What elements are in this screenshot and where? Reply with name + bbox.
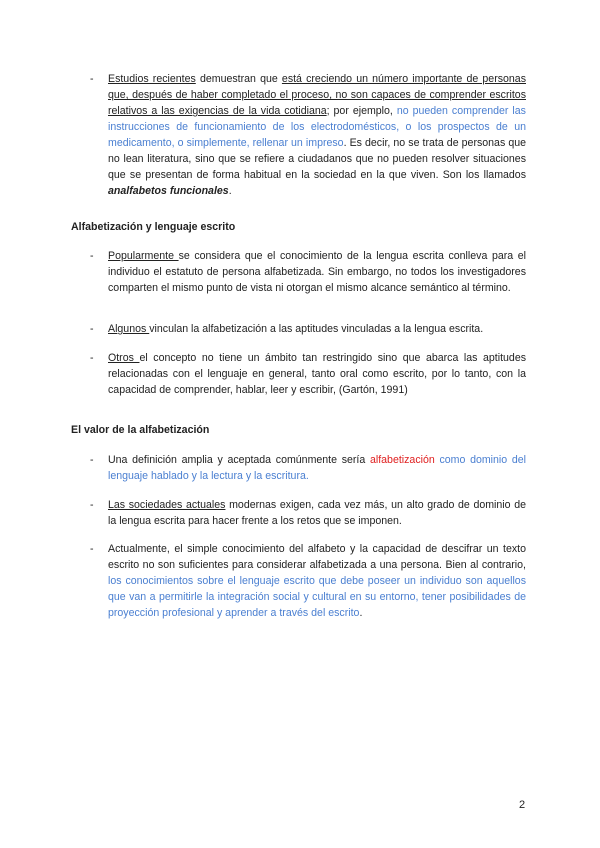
bullet-text [108,452,526,484]
section-heading-alfabetizacion-lenguaje: Alfabetización y lenguaje escrito [71,221,236,233]
bullet-dash: - [90,454,94,466]
bullet-sociedades [90,497,526,529]
bullet-definicion [90,452,526,484]
underlined-phrase: Algunos [108,323,150,335]
text-segment: vinculan la alfabetización a las aptitudes vinculadas a la lengua escrita. [149,323,484,335]
text-segment: modernas exigen, cada vez más, un alto grado de dominio de la lengua escrita para hacer frente a los retos que se imponen. [108,499,526,527]
bullet-dash: - [90,543,94,555]
text-segment: Actualmente, el simple conocimiento del alfabeto y la capacidad de descifrar un texto escrito no son suficientes para considerar alfabetizada a una persona. Bien al contrario, [108,543,526,571]
bullet-actualmente [90,541,526,621]
highlighted-term: alfabetización [369,454,435,466]
underlined-phrase: Estudios recientes [108,73,196,85]
text-segment: . [359,607,363,619]
underlined-phrase: Popularmente [108,250,179,262]
bullet-text [108,71,526,199]
underlined-phrase: Otros [108,352,140,364]
bullet-dash: - [90,323,94,335]
bullet-dash: - [90,73,94,85]
text-segment: . Es decir, no se trata de personas que no lean literatura, sino que se refiere a ciudadanos que no pueden resolver situaciones que se presentan de forma habitual en la sociedad en la que viven. Son los llamados [108,137,526,181]
underlined-phrase: está creciendo un número importante de personas que, después de haber completado el proceso, no son capaces de comprender escritos relativos a las exigencias de la vida cotidiana [108,73,526,117]
bullet-text [108,321,526,337]
page-number: 2 [519,799,526,811]
bullet-dash: - [90,352,94,364]
highlighted-phrase: los conocimientos sobre el lenguaje escrito que debe poseer un individuo son aquellos que van a permitirle la integración social y cultural en su entorno, tener posibilidades de proyección profesional y aprender a través del escrito [108,575,526,619]
text-segment: se considera que el conocimiento de la lengua escrita conlleva para el individuo el estatuto de persona alfabetizada. Sin embargo, no todos los investigadores comparten el mismo punto de vista ni otorgan el mismo alcance semántico al término. [108,250,526,294]
bullet-text [108,541,526,621]
highlighted-phrase: no pueden comprender las instrucciones de funcionamiento de los electrodomésticos, o los prospectos de un medicamento, o simplemente, rellenar un impreso [108,105,526,149]
text-segment: ; por ejemplo, [326,105,397,117]
underlined-phrase: Las sociedades actuales [108,499,226,511]
bullet-estudios-recientes [90,71,526,199]
text-segment: Una definición amplia y aceptada comúnmente sería [108,454,370,466]
bullet-text [108,248,526,296]
bullet-algunos [90,321,526,337]
key-term: analfabetos funcionales [108,185,229,197]
text-segment: . [228,185,232,197]
bullet-dash: - [90,250,94,262]
bullet-popularmente [90,248,526,296]
bullet-otros [90,350,526,398]
bullet-dash: - [90,499,94,511]
highlighted-phrase: como dominio del lenguaje hablado y la lectura y la escritura. [108,454,526,482]
text-segment: el concepto no tiene un ámbito tan restringido sino que abarca las aptitudes relacionadas con el lenguaje en general, tanto oral como escrito, por lo tanto, con la capacidad de comprender, hablar, leer y escribir, (Gartón, 1991) [108,352,527,396]
bullet-text [108,350,526,398]
bullet-text [108,497,526,529]
section-heading-valor-alfabetizacion: El valor de la alfabetización [71,424,210,436]
text-segment: demuestran que [195,73,282,85]
